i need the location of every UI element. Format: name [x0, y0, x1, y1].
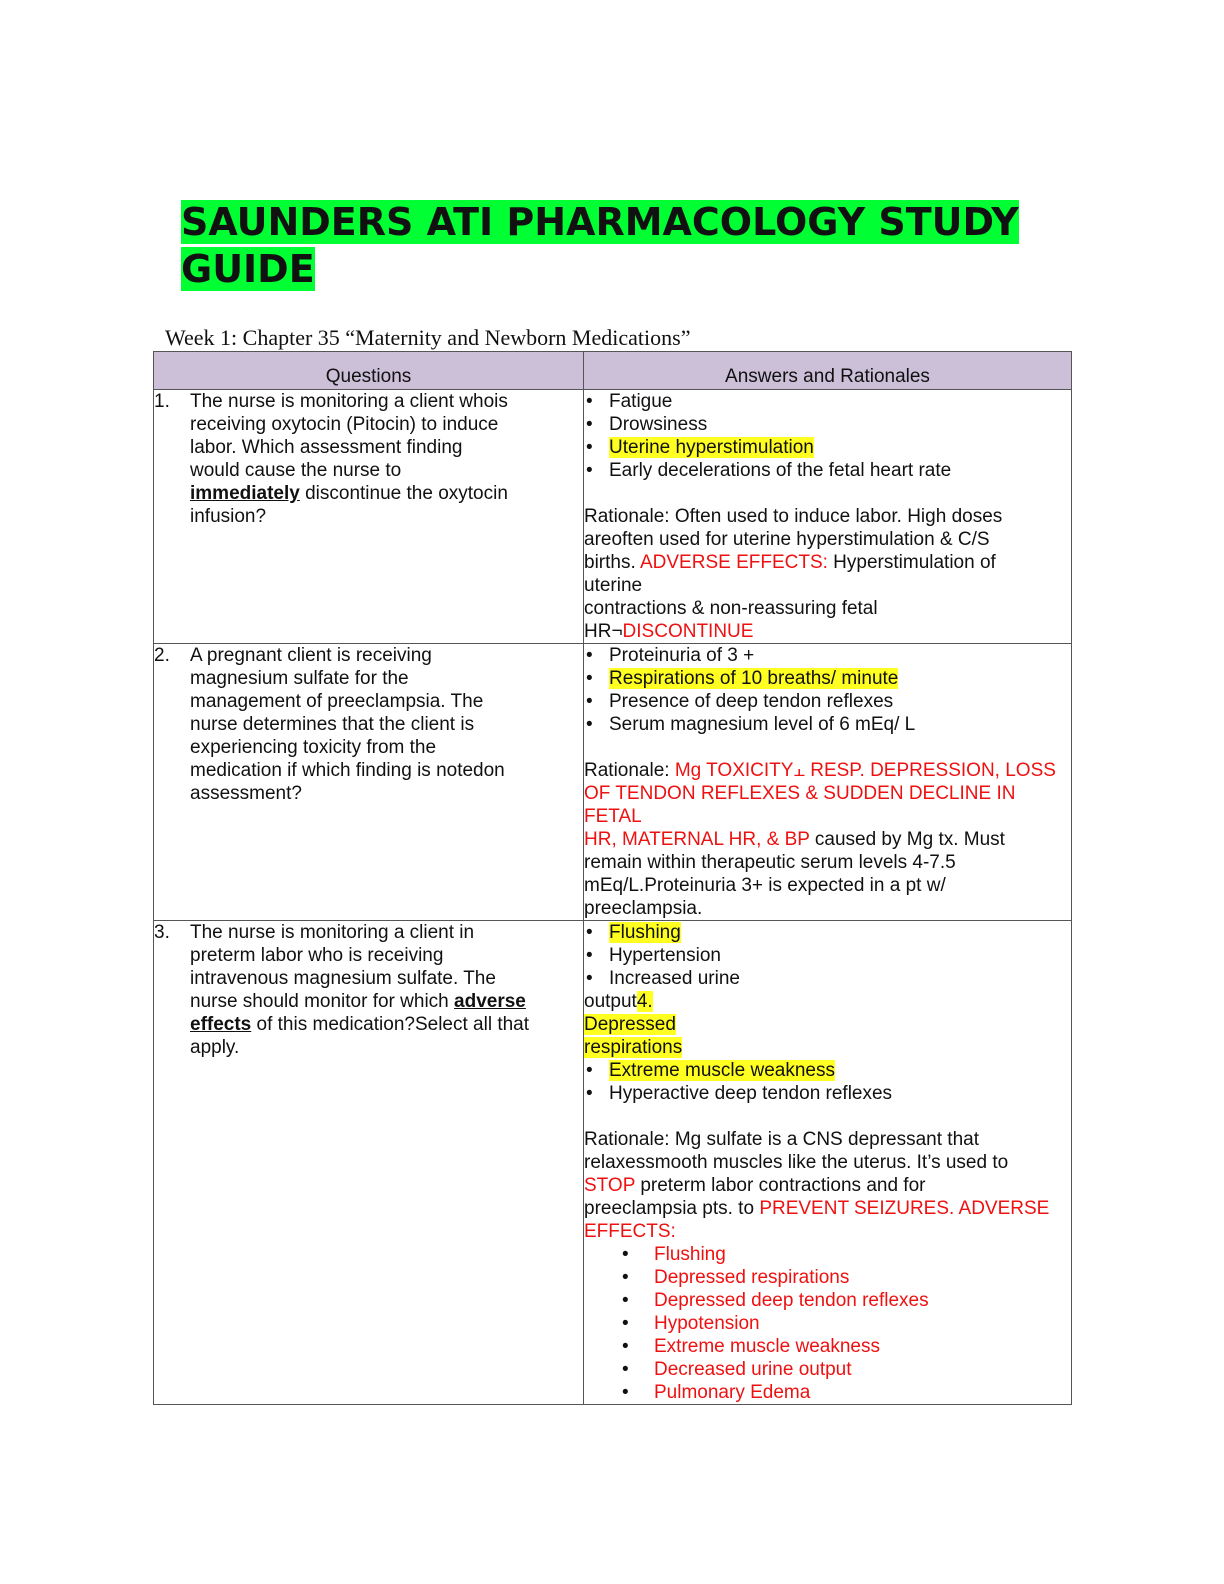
rationale-red-text: STOP	[584, 1175, 636, 1196]
rationale-line	[584, 759, 1071, 782]
question-text: labor. Which assessment finding	[190, 437, 463, 458]
correct-answer-highlight: Extreme muscle weakness	[609, 1060, 835, 1081]
title-line-2: GUIDE	[181, 247, 315, 291]
answer-option: • Proteinuria of 3 +	[584, 644, 1071, 667]
adverse-effect-item: • Depressed respirations	[584, 1266, 1071, 1289]
rationale-text: preterm labor contractions and for	[635, 1175, 926, 1196]
answer-option: • Hypertension	[584, 944, 1071, 967]
answer-option: • Early decelerations of the fetal heart rate	[584, 459, 1071, 482]
adverse-effect-item: • Pulmonary Edema	[584, 1381, 1071, 1404]
rationale-text: Rationale:	[584, 760, 675, 781]
adverse-effect-item: • Depressed deep tendon reflexes	[584, 1289, 1071, 1312]
adverse-effect-item: • Decreased urine output	[584, 1358, 1071, 1381]
rationale-line: relaxessmooth muscles like the uterus. It’s used to	[584, 1152, 1009, 1173]
question-text: apply.	[190, 1037, 240, 1058]
answer-option-correct	[584, 1059, 1071, 1082]
table-row	[154, 644, 1072, 921]
question-text-rest: of this medication?Select all that	[251, 1014, 530, 1035]
rationale-line	[584, 1174, 1071, 1197]
answer-text: output	[584, 991, 637, 1012]
question-text: A pregnant client is receiving	[190, 645, 432, 666]
question-text: magnesium sulfate for the	[190, 668, 409, 689]
answer-option-correct	[584, 667, 1071, 690]
table-header-row	[154, 352, 1072, 390]
question-number: 1.	[154, 391, 170, 412]
answer-option: • Fatigue	[584, 390, 1071, 413]
adverse-effect-item: • Flushing	[584, 1243, 1071, 1266]
answers-header: Answers and Rationales	[584, 352, 1072, 390]
correct-answer-highlight: Uterine hyperstimulation	[609, 437, 814, 458]
rationale-red-text: Mg TOXICITY⫠ RESP. DEPRESSION, LOSS	[674, 760, 1056, 781]
rationale-line: remain within therapeutic serum levels 4-7.5	[584, 852, 956, 873]
rationale-line	[584, 620, 1071, 643]
rationale-line: preeclampsia.	[584, 898, 703, 919]
answer-option-correct	[584, 921, 1071, 944]
emphasis-effects: effects	[190, 1014, 252, 1035]
rationale-red-text: PREVENT SEIZURES. ADVERSE	[759, 1198, 1050, 1219]
correct-answer-highlight: Depressed	[584, 1014, 676, 1035]
question-3	[154, 921, 584, 1405]
correct-answer-highlight: Flushing	[609, 922, 681, 943]
answer-option: • Presence of deep tendon reflexes	[584, 690, 1071, 713]
rationale-text: caused by Mg tx. Must	[809, 829, 1005, 850]
question-text: intravenous magnesium sulfate. The	[190, 968, 496, 989]
answer-3	[584, 921, 1072, 1405]
question-text: management of preeclampsia. The	[190, 691, 484, 712]
question-text: assessment?	[190, 783, 302, 804]
rationale-line: areoften used for uterine hyperstimulation & C/S	[584, 529, 990, 550]
question-text: nurse determines that the client is	[190, 714, 475, 735]
rationale-line	[584, 1197, 1071, 1220]
rationale-line: EFFECTS:	[584, 1221, 676, 1242]
rationale-red-text: HR, MATERNAL HR, & BP	[584, 829, 810, 850]
question-text: receiving oxytocin (Pitocin) to induce	[190, 414, 499, 435]
answer-1	[584, 390, 1072, 644]
emphasis-immediately: immediately	[190, 483, 300, 504]
question-text: would cause the nurse to	[190, 460, 402, 481]
answer-option: • Drowsiness	[584, 413, 1071, 436]
page-title	[181, 199, 1041, 293]
adverse-effect-item: • Hypotension	[584, 1312, 1071, 1335]
question-text	[154, 990, 583, 1013]
emphasis-adverse: adverse	[454, 991, 526, 1012]
rationale-line: Rationale: Mg sulfate is a CNS depressant that	[584, 1129, 979, 1150]
question-text: experiencing toxicity from the	[190, 737, 437, 758]
rationale-text: Hyperstimulation of	[827, 552, 996, 573]
question-text: infusion?	[190, 506, 267, 527]
correct-answer-highlight: Respirations of 10 breaths/ minute	[609, 668, 899, 689]
table-row	[154, 921, 1072, 1405]
question-text	[154, 482, 583, 505]
question-text: The nurse is monitoring a client whois	[190, 391, 508, 412]
question-text: medication if which finding is notedon	[190, 760, 505, 781]
question-text: preterm labor who is receiving	[190, 945, 444, 966]
question-number: 3.	[154, 922, 170, 943]
question-2	[154, 644, 584, 921]
answer-option-continued	[584, 990, 1071, 1013]
correct-answer-highlight: respirations	[584, 1037, 683, 1058]
question-text-rest: discontinue the oxytocin	[299, 483, 508, 504]
answer-2	[584, 644, 1072, 921]
rationale-red-text: ADVERSE EFFECTS:	[639, 552, 828, 573]
answer-option: • Increased urine	[584, 967, 1071, 990]
rationale-line	[584, 828, 1071, 851]
answer-option-correct	[584, 1013, 1071, 1036]
qa-table	[153, 351, 1072, 1405]
rationale-text: HR¬	[584, 621, 623, 642]
rationale-line: uterine	[584, 575, 643, 596]
rationale-line: Rationale: Often used to induce labor. High doses	[584, 506, 1003, 527]
question-text: The nurse is monitoring a client in	[190, 922, 475, 943]
answer-option-correct	[584, 436, 1071, 459]
answer-option-correct	[584, 1036, 1071, 1059]
rationale-line: mEq/L.Proteinuria 3+ is expected in a pt w/	[584, 875, 946, 896]
week-subtitle: Week 1: Chapter 35 “Maternity and Newborn Medications”	[165, 325, 691, 350]
rationale-line	[584, 551, 1071, 574]
table-row	[154, 390, 1072, 644]
correct-answer-highlight: 4.	[636, 991, 653, 1012]
question-text	[154, 1013, 583, 1036]
adverse-effect-item: • Extreme muscle weakness	[584, 1335, 1071, 1358]
answer-option: • Serum magnesium level of 6 mEq/ L	[584, 713, 1071, 736]
rationale-line: OF TENDON REFLEXES & SUDDEN DECLINE IN	[584, 783, 1016, 804]
rationale-text: births.	[584, 552, 640, 573]
rationale-text: preeclampsia pts. to	[584, 1198, 760, 1219]
rationale-line: FETAL	[584, 806, 642, 827]
question-1	[154, 390, 584, 644]
title-line-1: SAUNDERS ATI PHARMACOLOGY STUDY	[181, 200, 1019, 244]
rationale-line: contractions & non-reassuring fetal	[584, 598, 878, 619]
answer-option: • Hyperactive deep tendon reflexes	[584, 1082, 1071, 1105]
rationale-red-text: DISCONTINUE	[622, 621, 754, 642]
questions-header: Questions	[154, 352, 584, 390]
question-number: 2.	[154, 645, 170, 666]
question-text-part: nurse should monitor for which	[190, 991, 455, 1012]
